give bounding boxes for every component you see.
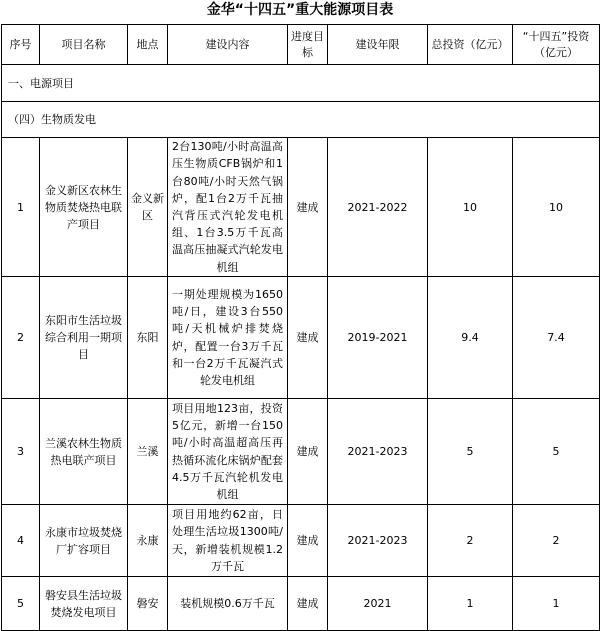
header-name: 项目名称 [40, 25, 128, 65]
row-total: 5 [428, 399, 513, 505]
row-name: 永康市垃圾焚烧厂扩容项目 [40, 505, 128, 577]
row-name: 东阳市生活垃圾综合利用一期项目 [40, 277, 128, 399]
energy-projects-table [1, 24, 600, 631]
table-row [2, 505, 600, 577]
row-index: 5 [2, 577, 40, 631]
row-index: 1 [2, 138, 40, 277]
row-progress: 建成 [288, 505, 328, 577]
table-row [2, 577, 600, 631]
subsection-row [2, 102, 600, 138]
row-years: 2021-2023 [328, 505, 428, 577]
row-progress: 建成 [288, 138, 328, 277]
row-total: 10 [428, 138, 513, 277]
row-content: 2台130吨/小时高温高压生物质CFB锅炉和1台80吨/小时天然气锅炉，配1台2万千瓦抽汽背压式汽轮发电机组、1台3.5万千瓦高温高压抽凝式汽轮发电机组 [168, 138, 288, 277]
table-row [2, 277, 600, 399]
row-years: 2021-2023 [328, 399, 428, 505]
row-plan: 5 [513, 399, 600, 505]
row-progress: 建成 [288, 277, 328, 399]
row-plan: 10 [513, 138, 600, 277]
row-years: 2019-2021 [328, 277, 428, 399]
row-name: 金义新区农林生物质焚烧热电联产项目 [40, 138, 128, 277]
row-total: 1 [428, 577, 513, 631]
section-row [2, 65, 600, 102]
row-location: 磐安 [128, 577, 168, 631]
row-progress: 建成 [288, 399, 328, 505]
row-total: 9.4 [428, 277, 513, 399]
row-years: 2021-2022 [328, 138, 428, 277]
header-content: 建设内容 [168, 25, 288, 65]
row-index: 3 [2, 399, 40, 505]
row-content: 一期处理规模为1650吨/日，建设3台550吨/天机械炉排焚烧炉，配置一台3万千瓦和一台2万千瓦凝汽式轮发电机组 [168, 277, 288, 399]
row-content: 装机规模0.6万千瓦 [168, 577, 288, 631]
row-content: 项目用地约62亩，日处理生活垃圾1300吨/天，新增装机规模1.2万千瓦 [168, 505, 288, 577]
page-title: 金华“十四五”重大能源项目表 [206, 2, 394, 18]
section-label: 一、电源项目 [2, 65, 600, 102]
header-progress: 进度目标 [288, 25, 328, 65]
row-content: 项目用地123亩，投资5亿元，新增一台150吨/小时高温超高压再热循环流化床锅炉配套4.5万千瓦汽轮机发电机组 [168, 399, 288, 505]
header-years: 建设年限 [328, 25, 428, 65]
row-location: 金义新区 [128, 138, 168, 277]
table-row [2, 399, 600, 505]
row-location: 永康 [128, 505, 168, 577]
row-index: 4 [2, 505, 40, 577]
header-plan-investment: “十四五”投资（亿元） [513, 25, 600, 65]
row-plan: 7.4 [513, 277, 600, 399]
row-name: 磐安县生活垃圾焚烧发电项目 [40, 577, 128, 631]
subsection-label: （四）生物质发电 [2, 102, 600, 138]
row-plan: 1 [513, 577, 600, 631]
row-total: 2 [428, 505, 513, 577]
table-row [2, 138, 600, 277]
header-total-investment: 总投资（亿元） [428, 25, 513, 65]
header-location: 地点 [128, 25, 168, 65]
header-index: 序号 [2, 25, 40, 65]
row-index: 2 [2, 277, 40, 399]
row-location: 兰溪 [128, 399, 168, 505]
row-name: 兰溪农林生物质热电联产项目 [40, 399, 128, 505]
row-location: 东阳 [128, 277, 168, 399]
header-row [2, 25, 600, 65]
row-years: 2021 [328, 577, 428, 631]
row-progress: 建成 [288, 577, 328, 631]
row-plan: 2 [513, 505, 600, 577]
